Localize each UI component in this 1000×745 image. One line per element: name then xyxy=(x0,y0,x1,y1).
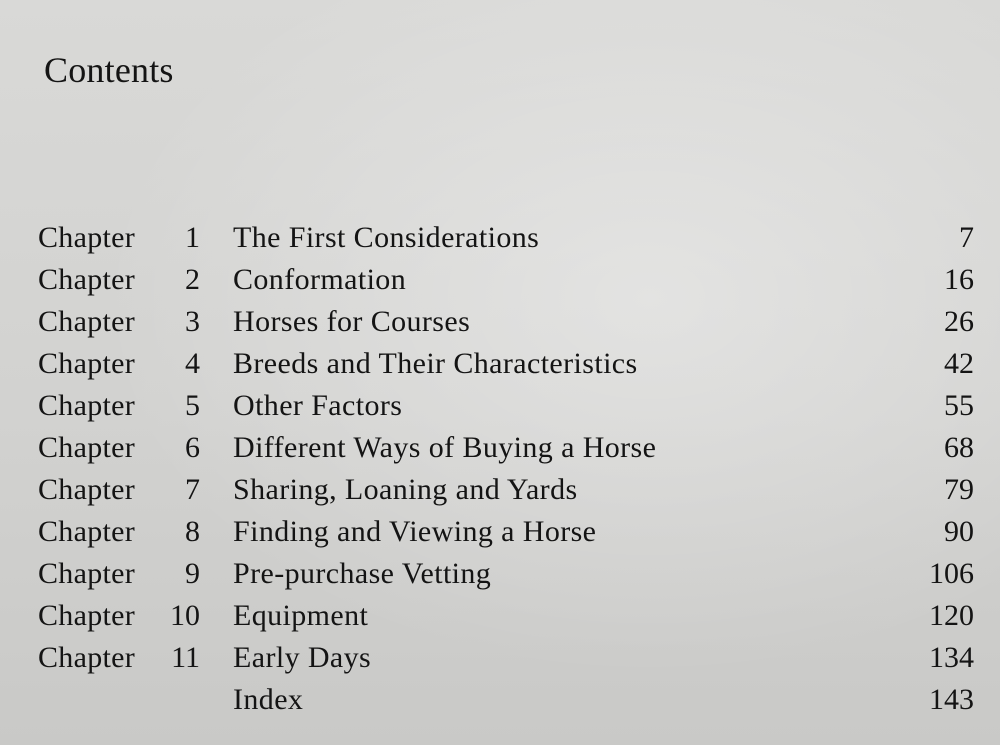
page-number: 26 xyxy=(944,305,974,338)
chapter-title: Horses for Courses xyxy=(233,305,471,338)
chapter-number: 7 xyxy=(185,473,200,506)
chapter-number: 11 xyxy=(171,641,200,674)
chapter-label: Chapter xyxy=(38,557,136,590)
chapter-number: 5 xyxy=(185,389,200,422)
toc-entry-1 xyxy=(0,217,1000,259)
chapter-label: Chapter xyxy=(38,263,136,296)
chapter-label: Chapter xyxy=(38,641,136,674)
toc-entry-5 xyxy=(0,385,1000,427)
page-number: 134 xyxy=(929,641,974,674)
chapter-label: Chapter xyxy=(38,431,136,464)
page-number: 120 xyxy=(929,599,974,632)
chapter-title: Finding and Viewing a Horse xyxy=(233,515,597,548)
page-number: 7 xyxy=(959,221,974,254)
chapter-title: Different Ways of Buying a Horse xyxy=(233,431,657,464)
index-title: Index xyxy=(233,683,304,716)
chapter-title: Conformation xyxy=(233,263,407,296)
page-number: 42 xyxy=(944,347,974,380)
chapter-label: Chapter xyxy=(38,473,136,506)
toc-entry-11 xyxy=(0,637,1000,679)
chapter-number: 8 xyxy=(185,515,200,548)
chapter-label: Chapter xyxy=(38,599,136,632)
page-number: 79 xyxy=(944,473,974,506)
chapter-number: 4 xyxy=(185,347,200,380)
toc-entry-7 xyxy=(0,469,1000,511)
toc-entry-9 xyxy=(0,553,1000,595)
toc-entry-8 xyxy=(0,511,1000,553)
page-number: 106 xyxy=(929,557,974,590)
page-number: 55 xyxy=(944,389,974,422)
toc-entry-3 xyxy=(0,301,1000,343)
chapter-number: 9 xyxy=(185,557,200,590)
chapter-title: Pre-purchase Vetting xyxy=(233,557,492,590)
page-title: Contents xyxy=(44,50,174,90)
chapter-number: 10 xyxy=(170,599,200,632)
chapter-title: Sharing, Loaning and Yards xyxy=(233,473,578,506)
toc-entry-4 xyxy=(0,343,1000,385)
page-number: 90 xyxy=(944,515,974,548)
toc-entry-6 xyxy=(0,427,1000,469)
chapter-number: 2 xyxy=(185,263,200,296)
chapter-title: Early Days xyxy=(233,641,372,674)
toc-entry-2 xyxy=(0,259,1000,301)
chapter-number: 6 xyxy=(185,431,200,464)
chapter-label: Chapter xyxy=(38,347,136,380)
chapter-number: 1 xyxy=(185,221,200,254)
chapter-label: Chapter xyxy=(38,389,136,422)
chapter-title: The First Considerations xyxy=(233,221,540,254)
page-number: 143 xyxy=(929,683,974,716)
chapter-title: Other Factors xyxy=(233,389,403,422)
chapter-title: Equipment xyxy=(233,599,369,632)
page-number: 68 xyxy=(944,431,974,464)
chapter-label: Chapter xyxy=(38,515,136,548)
toc-entry-index xyxy=(0,679,1000,721)
toc-entry-10 xyxy=(0,595,1000,637)
page-number: 16 xyxy=(944,263,974,296)
chapter-title: Breeds and Their Characteristics xyxy=(233,347,638,380)
chapter-label: Chapter xyxy=(38,221,136,254)
chapter-label: Chapter xyxy=(38,305,136,338)
chapter-number: 3 xyxy=(185,305,200,338)
